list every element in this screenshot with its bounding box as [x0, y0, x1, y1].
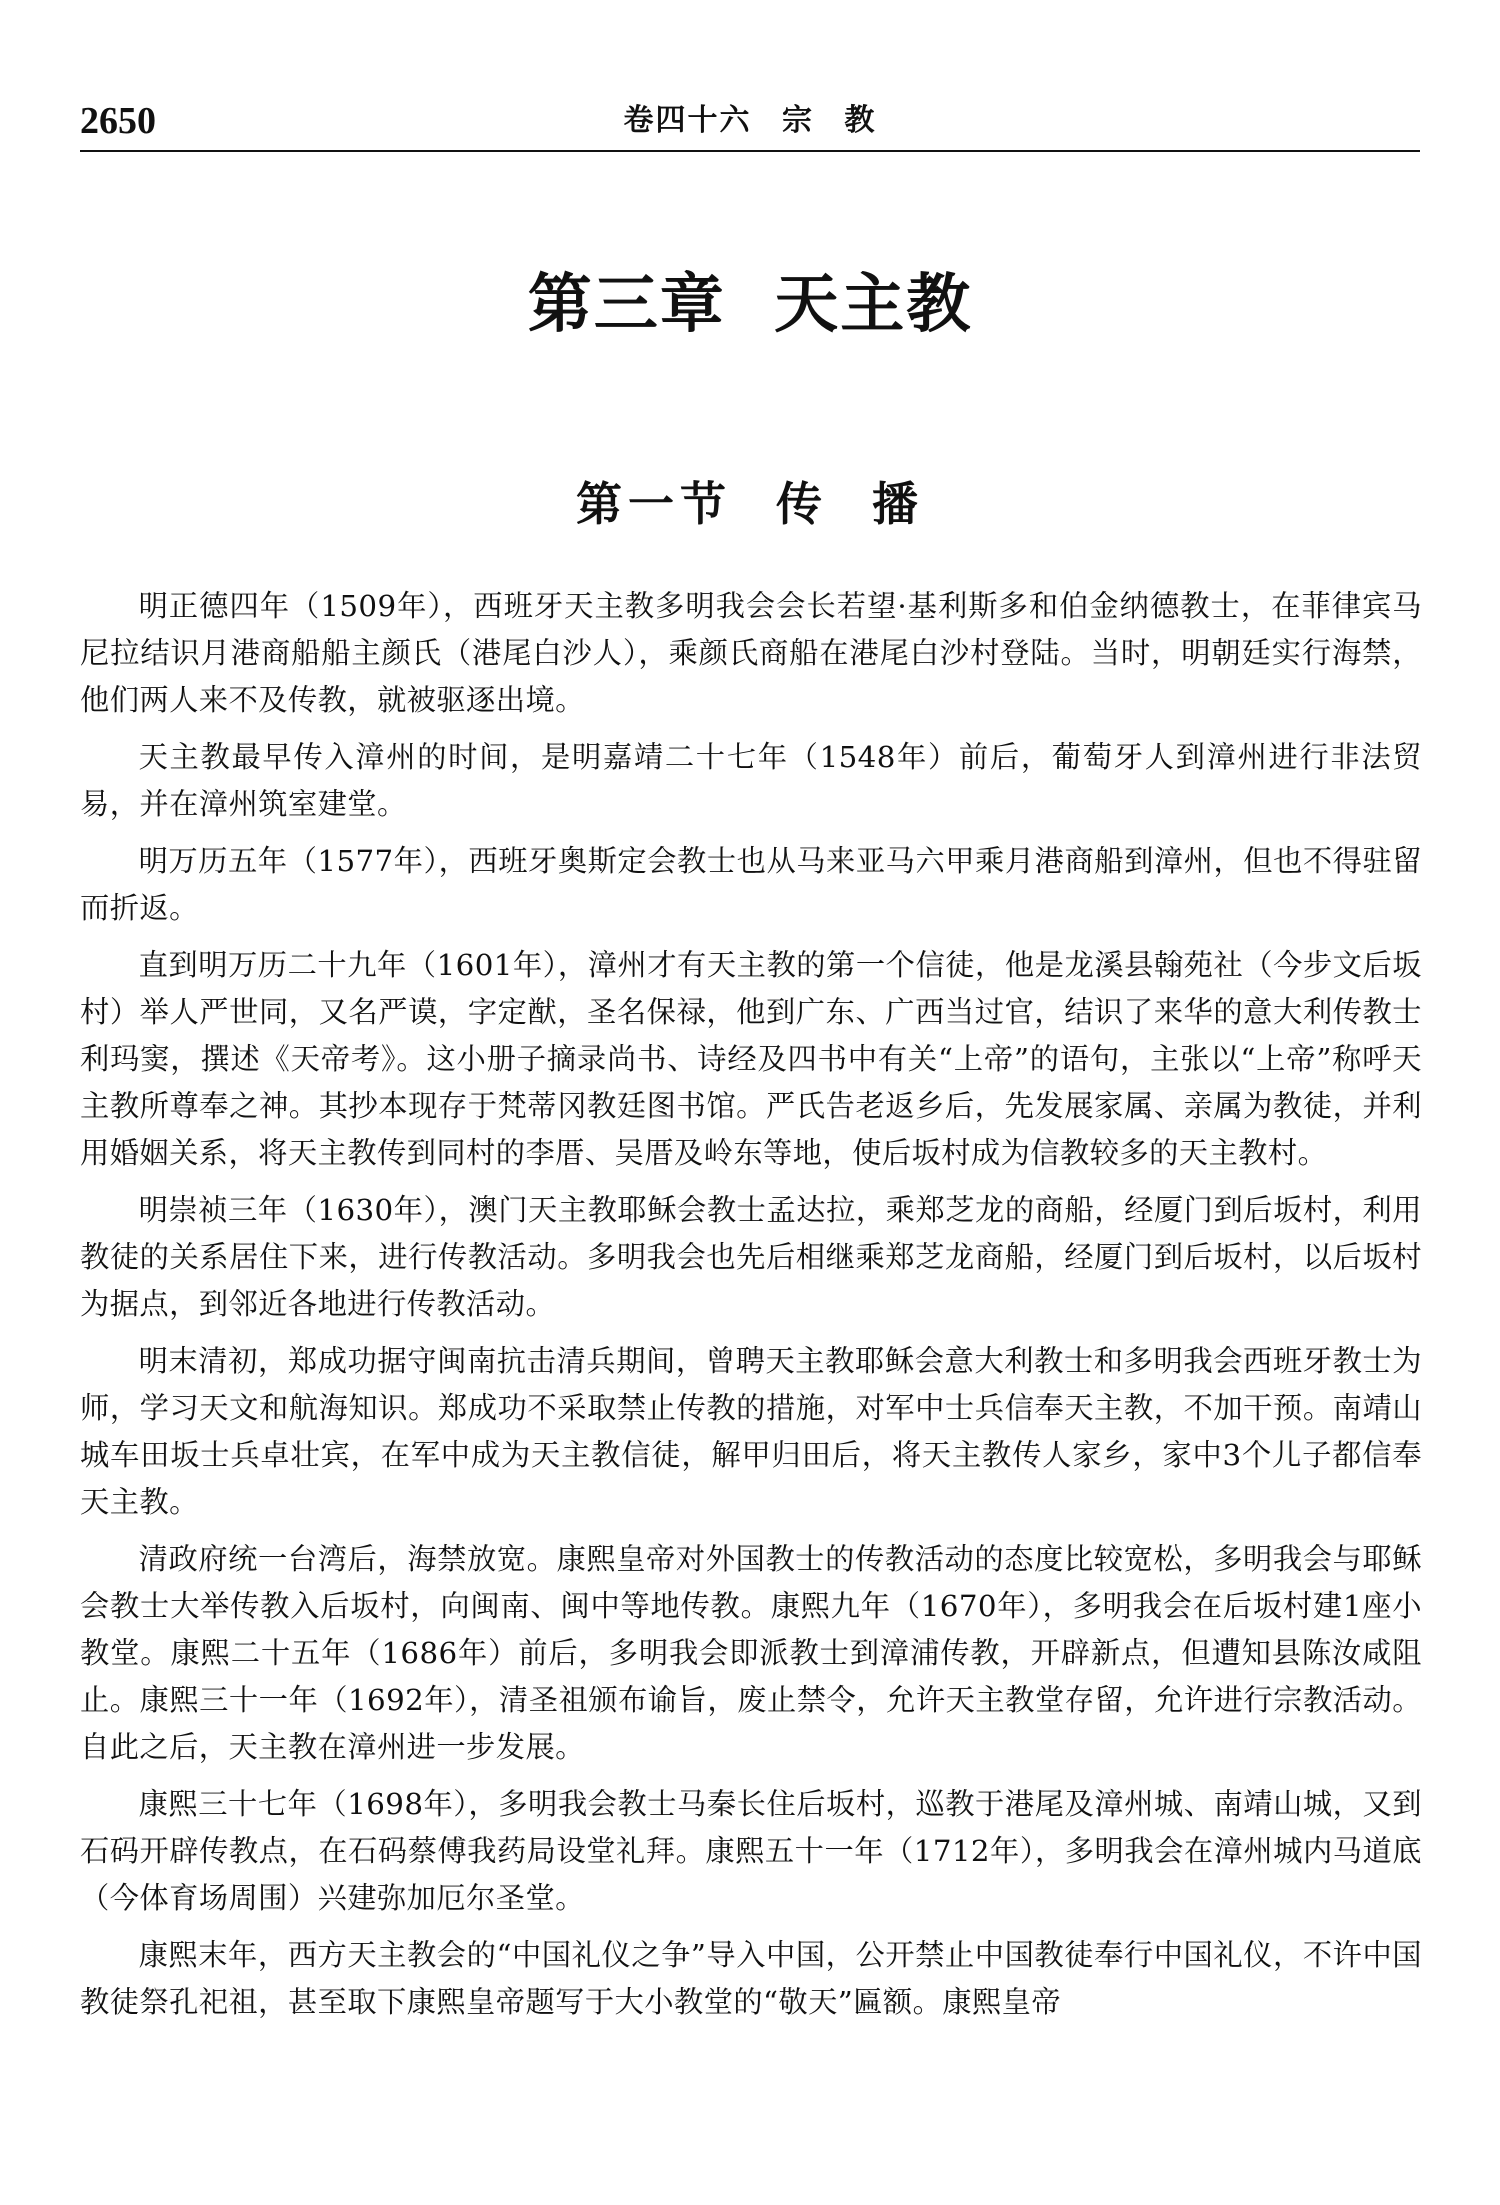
page-header [80, 96, 1420, 146]
paragraph-5: 明崇祯三年（1630年），澳门天主教耶稣会教士孟达拉，乘郑芝龙的商船，经厦门到后坂村，利用教徒的关系居住下来，进行传教活动。多明我会也先后相继乘郑芝龙商船，经厦门到后坂村，以后坂村为据点，到邻近各地进行传教活动。 [80, 1193, 1422, 1321]
running-head: 卷四十六 宗 教 [623, 103, 877, 138]
body-text [80, 583, 1422, 2026]
header-rule [80, 150, 1420, 152]
paragraph-2: 天主教最早传入漳州的时间，是明嘉靖二十七年（1548年）前后，葡萄牙人到漳州进行非法贸易，并在漳州筑室建堂。 [80, 740, 1422, 821]
section-title: 第一节 传 播 [575, 477, 925, 531]
paragraph-4: 直到明万历二十九年（1601年），漳州才有天主教的第一个信徒，他是龙溪县翰苑社（今步文后坂村）举人严世同，又名严谟，字定猷，圣名保禄，他到广东、广西当过官，结识了来华的意大利传教士利玛窦，撰述《天帝考》。这小册子摘录尚书、诗经及四书中有关“上帝”的语句，主张以“上帝”称呼天主教所尊奉之神。其抄本现存于梵蒂冈教廷图书馆。严氏告老返乡后，先发展家属、亲属为教徒，并利用婚姻关系，将天主教传到同村的李厝、吴厝及岭东等地，使后坂村成为信教较多的天主教村。 [80, 948, 1422, 1170]
paragraph-1: 明正德四年（1509年），西班牙天主教多明我会会长若望·基利斯多和伯金纳德教士，在菲律宾马尼拉结识月港商船船主颜氏（港尾白沙人），乘颜氏商船在港尾白沙村登陆。当时，明朝廷实行海禁，他们两人来不及传教，就被驱逐出境。 [80, 589, 1422, 717]
paragraph-3: 明万历五年（1577年），西班牙奥斯定会教士也从马来亚马六甲乘月港商船到漳州，但也不得驻留而折返。 [80, 844, 1422, 925]
chapter-title: 第三章 天主教 [527, 268, 973, 342]
paragraph-7: 清政府统一台湾后，海禁放宽。康熙皇帝对外国教士的传教活动的态度比较宽松，多明我会与耶稣会教士大举传教入后坂村，向闽南、闽中等地传教。康熙九年（1670年），多明我会在后坂村建1座小教堂。康熙二十五年（1686年）前后，多明我会即派教士到漳浦传教，开辟新点，但遭知县陈汝咸阻止。康熙三十一年（1692年），清圣祖颁布谕旨，废止禁令，允许天主教堂存留，允许进行宗教活动。自此之后，天主教在漳州进一步发展。 [80, 1542, 1422, 1764]
page-number: 2650 [80, 100, 156, 142]
paragraph-8: 康熙三十七年（1698年），多明我会教士马秦长住后坂村，巡教于港尾及漳州城、南靖山城，又到石码开辟传教点，在石码蔡傅我药局设堂礼拜。康熙五十一年（1712年），多明我会在漳州城内马道底（今体育场周围）兴建弥加厄尔圣堂。 [80, 1787, 1422, 1915]
paragraph-9: 康熙末年，西方天主教会的“中国礼仪之争”导入中国，公开禁止中国教徒奉行中国礼仪，不许中国教徒祭孔祀祖，甚至取下康熙皇帝题写于大小教堂的“敬天”匾额。康熙皇帝 [80, 1938, 1422, 2019]
paragraph-6: 明末清初，郑成功据守闽南抗击清兵期间，曾聘天主教耶稣会意大利教士和多明我会西班牙教士为师，学习天文和航海知识。郑成功不采取禁止传教的措施，对军中士兵信奉天主教，不加干预。南靖山城车田坂士兵卓壮宾，在军中成为天主教信徒，解甲归田后，将天主教传人家乡，家中3个儿子都信奉天主教。 [80, 1344, 1422, 1519]
